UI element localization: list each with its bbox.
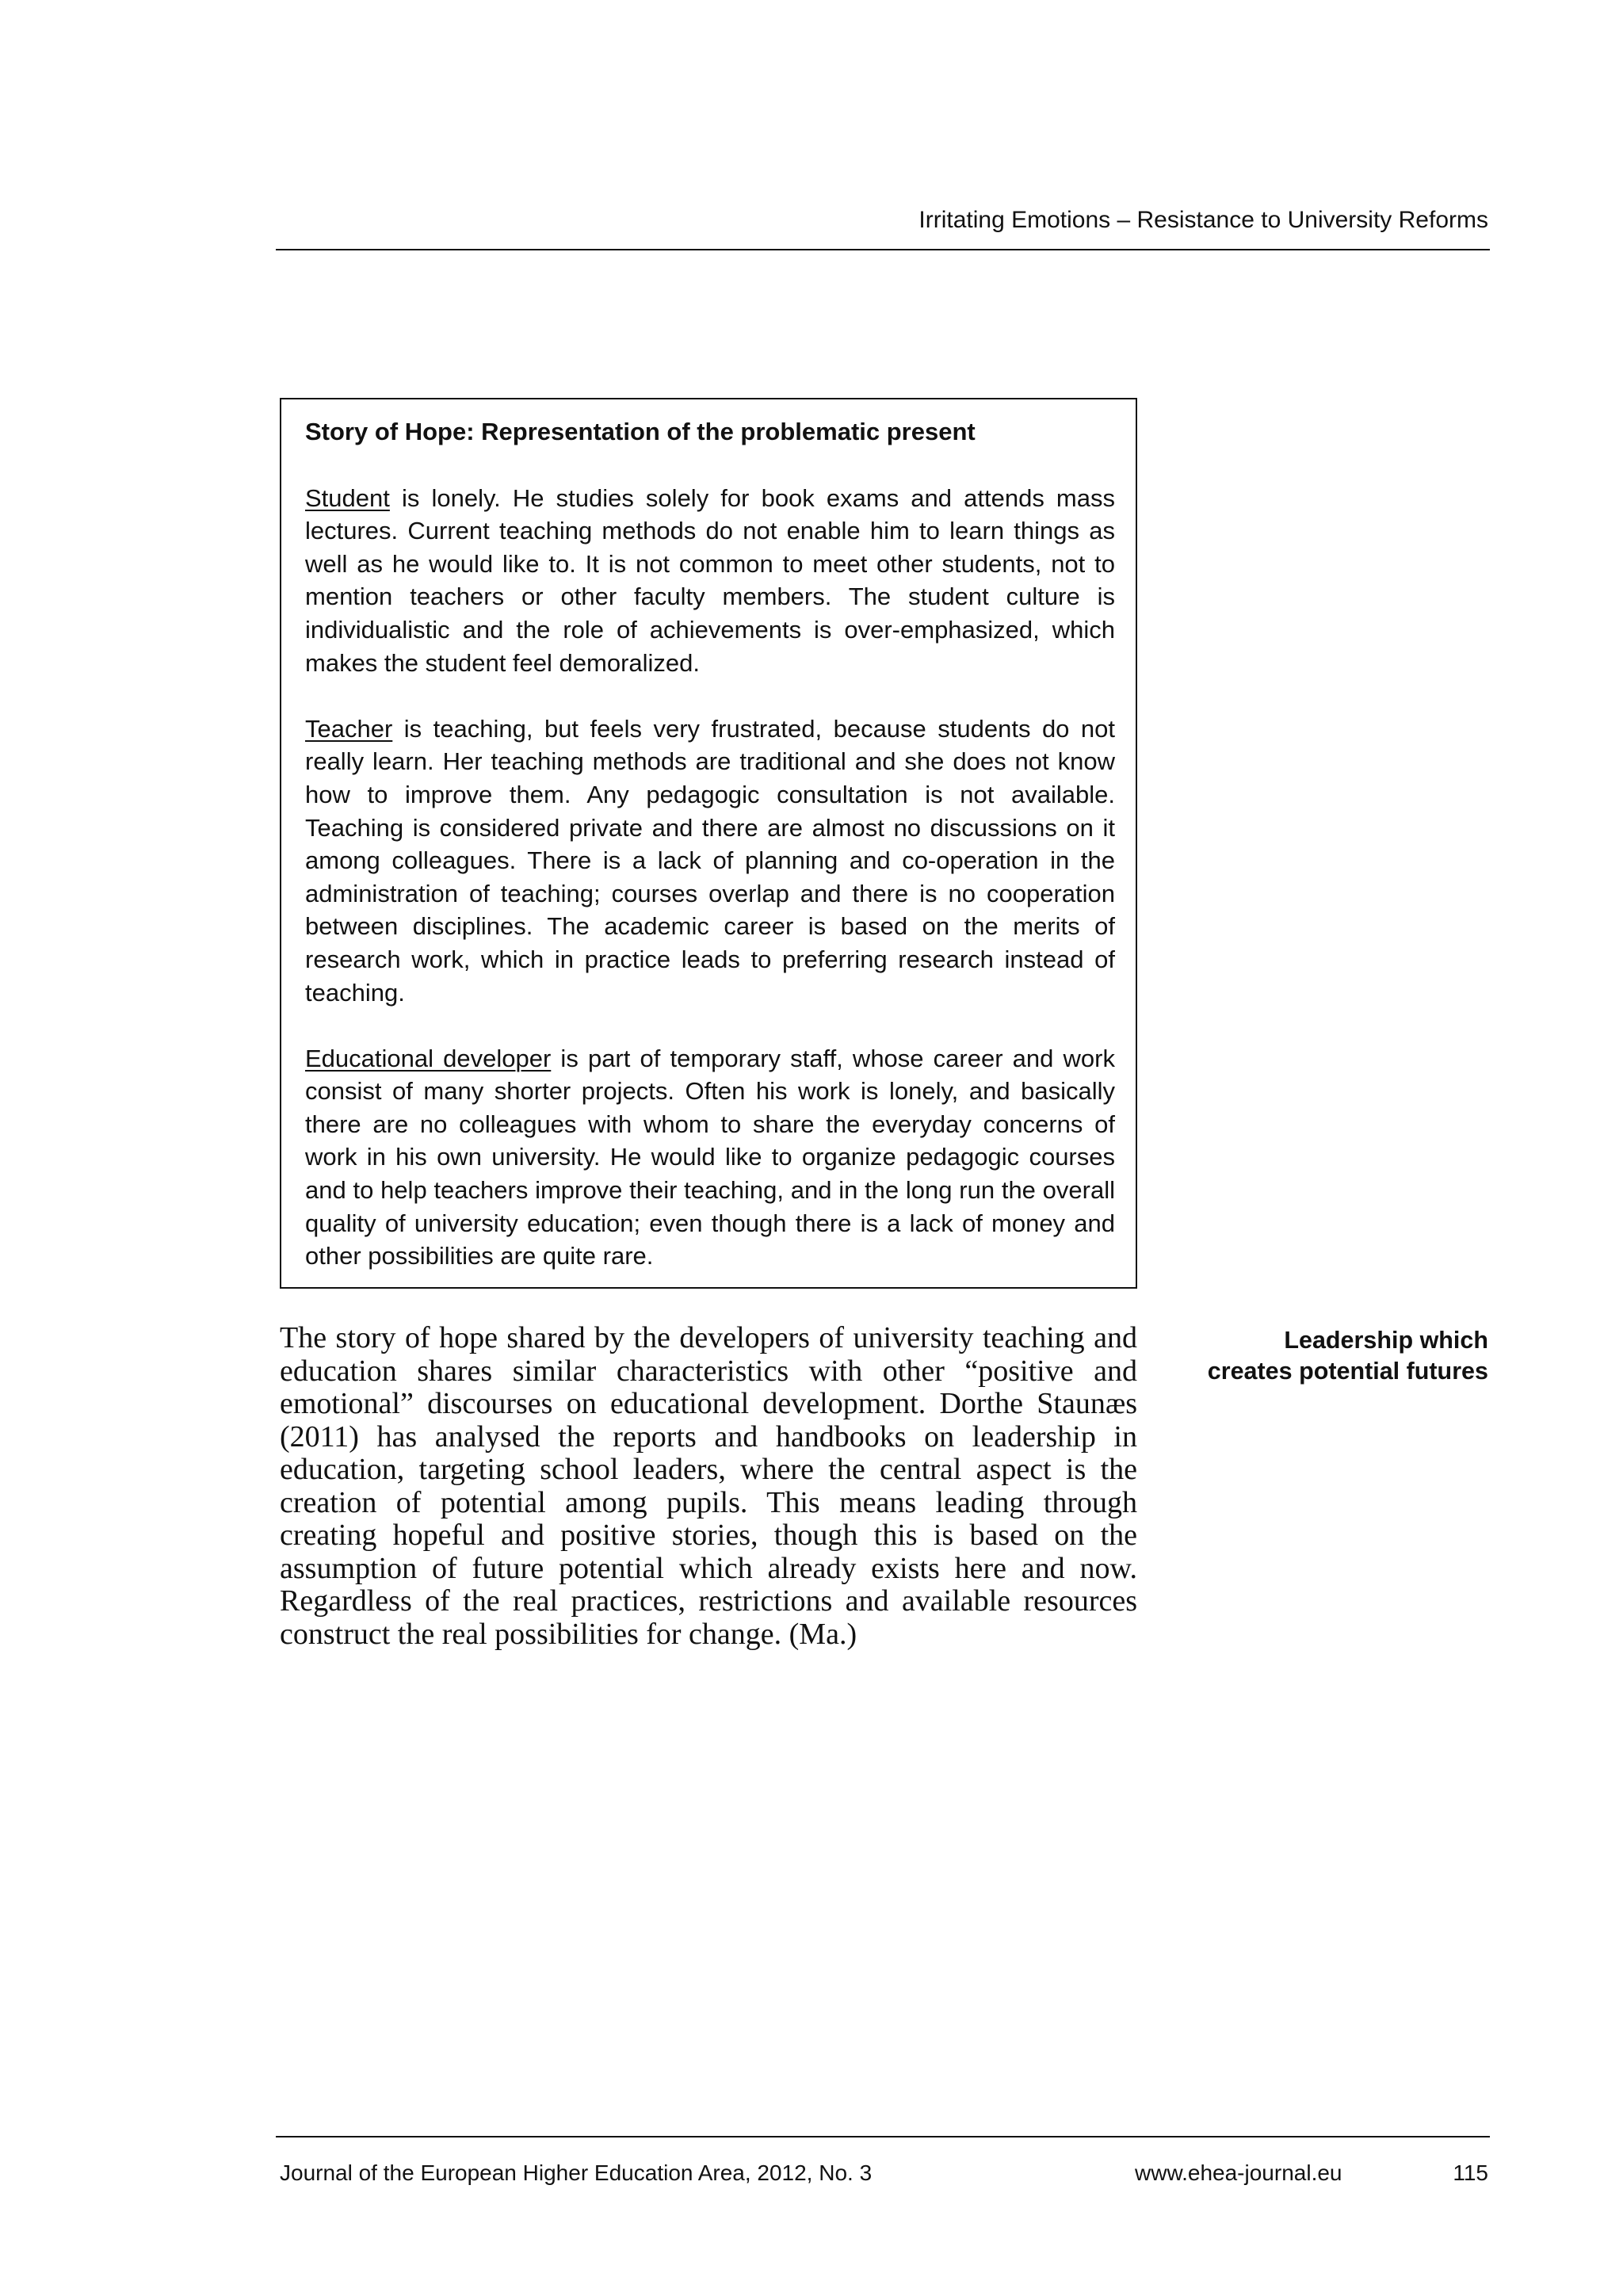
role-teacher: Teacher: [305, 714, 393, 743]
footer-url: www.ehea-journal.eu: [1135, 2160, 1342, 2185]
box-paragraph-developer: [305, 1042, 1115, 1273]
footer-journal: Journal of the European Higher Education Area, 2012, No. 3: [280, 2160, 873, 2185]
margin-note-line: Leadership which: [1284, 1327, 1488, 1354]
paragraph-text: is lonely. He studies solely for book exams and attends mass lectures. Current teaching methods do not enable him to learn things as well as he would like to. It is not common to meet other students, not to mention teachers or other faculty members. The student culture is individualistic and the role of achievements is over-emphasized, which makes the student feel demoralized.: [305, 483, 1115, 677]
margin-note: [1165, 1325, 1488, 1387]
box-title: Story of Hope: Representation of the problematic present: [305, 418, 976, 445]
box-paragraph-teacher: [305, 712, 1115, 1009]
paragraph-text: is teaching, but feels very frustrated, because students do not really learn. Her teaching methods are traditional and she does not know how to improve them. Any pedagogic consultation is not available. Teaching is considered private and there are almost no discussions on it among colleagues. There is a lack of planning and co-operation in the administration of teaching; courses overlap and there is no cooperation between disciplines. The academic career is based on the merits of research work, which in practice leads to preferring research instead of teaching.: [305, 714, 1115, 1007]
running-head: Irritating Emotions – Resistance to University Reforms: [918, 207, 1488, 233]
body-paragraph: The story of hope shared by the developers of university teaching and education shares similar characteristics with other “positive and emotional” discourses on educational development. Dorthe Staunæs (2011) has analysed the reports and handbooks on leadership in education, targeting school leaders, where the central aspect is the creation of potential among pupils. This means leading through creating hopeful and positive stories, though this is based on the assumption of future potential which already exists here and now. Regardless of the real practices, restrictions and available resources construct the real possibilities for change. (Ma.): [280, 1321, 1137, 1651]
footer-rule: [276, 2136, 1490, 2137]
page-number: 115: [1453, 2160, 1488, 2185]
story-box: [280, 398, 1137, 1289]
header-rule: [276, 249, 1490, 250]
role-educational-developer: Educational developer: [305, 1044, 552, 1072]
role-student: Student: [305, 483, 390, 512]
margin-note-line: creates potential futures: [1207, 1358, 1488, 1385]
box-paragraph-student: [305, 482, 1115, 680]
paragraph-text: is part of temporary staff, whose career and work consist of many shorter projects. Often his work is lonely, and basically there are no colleagues with whom to share the everyday concerns of work in his own university. He would like to organize pedagogic courses and to help teachers improve their teaching, and in the long run the overall quality of university education; even though there is a lack of money and other possibilities are quite rare.: [305, 1044, 1115, 1270]
